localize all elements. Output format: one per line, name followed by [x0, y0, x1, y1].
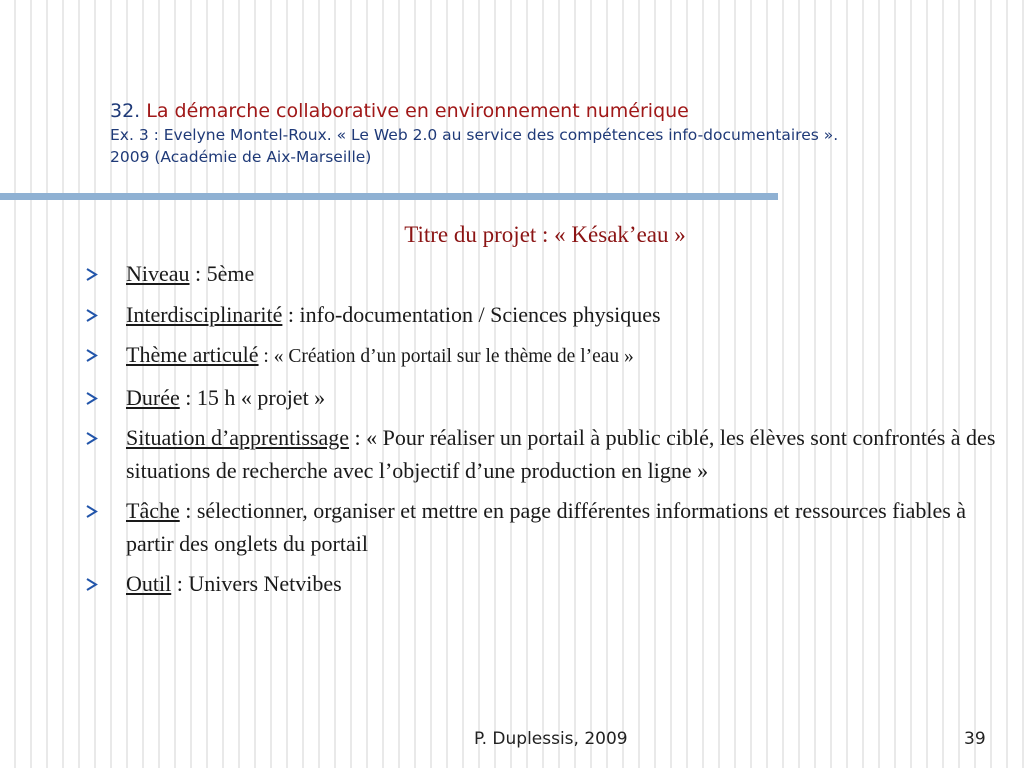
slide-title	[110, 98, 1010, 124]
item-label: Outil	[126, 571, 172, 596]
footer-author: P. Duplessis, 2009	[474, 729, 628, 749]
slide-title-text: La démarche collaborative en environnement numérique	[146, 100, 689, 122]
arrow-bullet-icon	[86, 268, 98, 281]
slide-subtitle-line-1: Ex. 3 : Evelyne Montel-Roux. « Le Web 2.0 au service des compétences info-documentaires ».	[110, 126, 839, 144]
arrow-bullet-icon	[86, 349, 98, 362]
list-item-tache	[86, 495, 1006, 560]
list-item-theme	[86, 339, 1006, 374]
item-text: : 15 h « projet »	[179, 384, 326, 410]
arrow-bullet-icon	[86, 392, 98, 405]
project-title: Titre du projet : « Késak’eau »	[404, 222, 686, 247]
slide-header	[110, 98, 1010, 168]
bullet-list	[86, 258, 1006, 609]
item-label: Interdisciplinarité	[126, 301, 283, 327]
list-item-situation	[86, 422, 1006, 487]
arrow-bullet-icon	[86, 432, 98, 445]
item-label: Situation d’apprentissage	[126, 425, 350, 450]
item-label: Niveau	[126, 261, 190, 286]
slide-subtitle-line-2: 2009 (Académie de Aix-Marseille)	[110, 148, 372, 166]
item-text: : Univers Netvibes	[171, 571, 342, 596]
slide-number: 32.	[110, 100, 141, 122]
item-text: : « Création d’un portail sur le thème de l’eau »	[258, 346, 634, 367]
title-divider	[0, 193, 778, 200]
arrow-bullet-icon	[86, 578, 98, 591]
page-number: 39	[964, 729, 986, 749]
list-item-niveau	[86, 258, 1006, 291]
item-label: Tâche	[126, 498, 180, 523]
item-label: Thème articulé	[126, 342, 259, 367]
list-item-duree	[86, 382, 1006, 415]
item-text: : sélectionner, organiser et mettre en page différentes informations et ressources fiables à partir des onglets du portail	[126, 498, 967, 556]
item-text: : info-documentation / Sciences physiques	[282, 301, 661, 327]
list-item-interdisciplinarite	[86, 299, 1006, 332]
item-text: : « Pour réaliser un portail à public ciblé, les élèves sont confrontés à des situations de recherche avec l’objectif d’une production en ligne »	[126, 425, 996, 483]
item-text: : 5ème	[189, 261, 255, 286]
arrow-bullet-icon	[86, 505, 98, 518]
item-label: Durée	[126, 384, 180, 410]
list-item-outil	[86, 568, 1006, 601]
arrow-bullet-icon	[86, 309, 98, 322]
